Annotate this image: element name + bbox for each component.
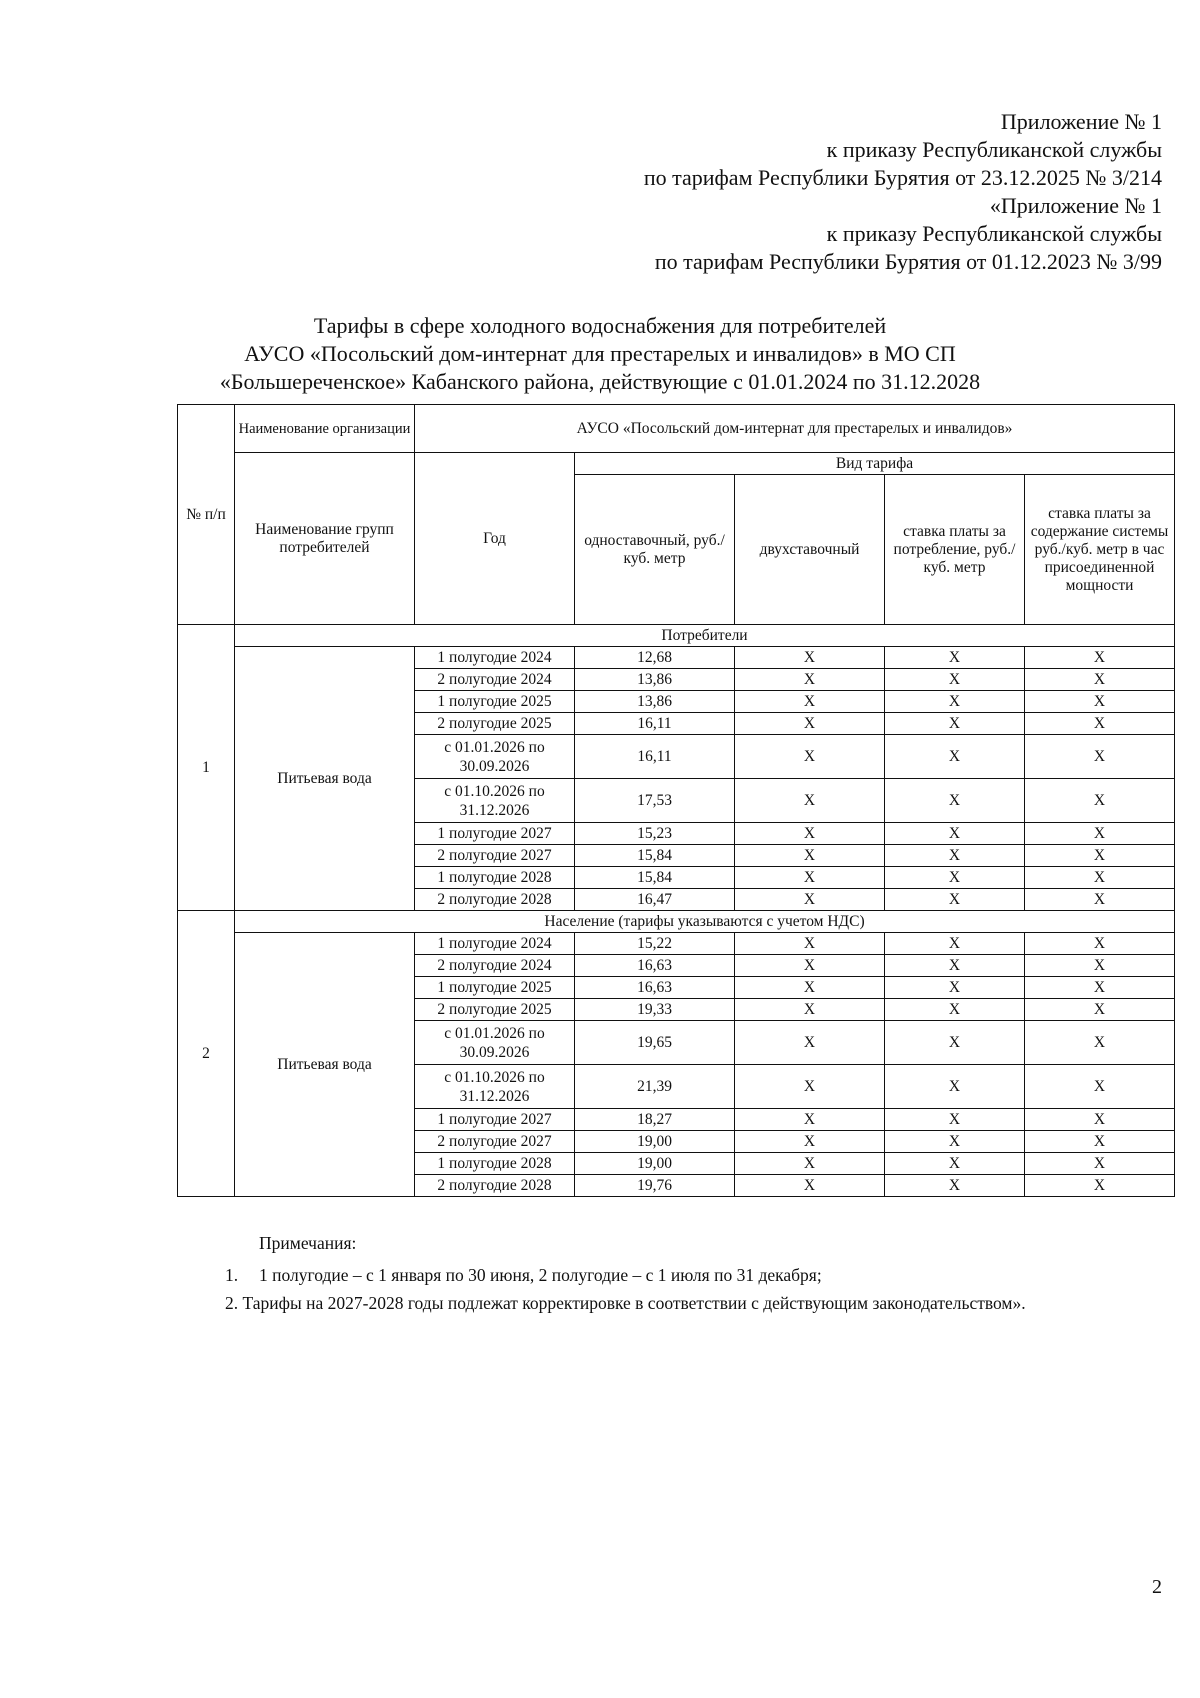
section-heading: Население (тарифы указываются с учетом НДС) xyxy=(235,911,1175,933)
notes xyxy=(187,1230,1162,1316)
consumption-rate-cell: X xyxy=(885,691,1025,713)
period-cell: 1 полугодие 2028 xyxy=(415,1153,575,1175)
one-rate-cell: 15,84 xyxy=(575,845,735,867)
consumption-rate-cell: X xyxy=(885,889,1025,911)
period-cell: 2 полугодие 2024 xyxy=(415,955,575,977)
page-number: 2 xyxy=(1152,1576,1162,1598)
capacity-rate-cell: X xyxy=(1025,691,1175,713)
one-rate-cell: 16,47 xyxy=(575,889,735,911)
one-rate-cell: 15,22 xyxy=(575,933,735,955)
consumer-group: Питьевая вода xyxy=(235,647,415,911)
row-number: 2 xyxy=(178,911,235,1197)
consumption-rate-cell: X xyxy=(885,867,1025,889)
period-cell: 2 полугодие 2027 xyxy=(415,1131,575,1153)
capacity-rate-cell: X xyxy=(1025,1131,1175,1153)
period-cell: 2 полугодие 2025 xyxy=(415,713,575,735)
capacity-rate-cell: X xyxy=(1025,999,1175,1021)
consumption-rate-cell: X xyxy=(885,713,1025,735)
consumption-rate-cell: X xyxy=(885,955,1025,977)
capacity-rate-cell: X xyxy=(1025,955,1175,977)
period-cell: 2 полугодие 2028 xyxy=(415,889,575,911)
header-consumption-rate: ставка платы за потребление, руб./ куб. метр xyxy=(885,475,1025,625)
two-rate-cell: X xyxy=(735,647,885,669)
two-rate-cell: X xyxy=(735,1021,885,1065)
one-rate-cell: 16,11 xyxy=(575,735,735,779)
capacity-rate-cell: X xyxy=(1025,1065,1175,1109)
note-text: Тарифы на 2027-2028 годы подлежат корректировке в соответствии с действующим законодательством». xyxy=(242,1293,1026,1313)
capacity-rate-cell: X xyxy=(1025,933,1175,955)
one-rate-cell: 19,65 xyxy=(575,1021,735,1065)
period-cell: 2 полугодие 2025 xyxy=(415,999,575,1021)
period-cell: с 01.10.2026 по 31.12.2026 xyxy=(415,1065,575,1109)
note-item xyxy=(187,1262,1162,1288)
two-rate-cell: X xyxy=(735,779,885,823)
two-rate-cell: X xyxy=(735,691,885,713)
header-tariff-type: Вид тарифа xyxy=(575,453,1175,475)
org-value: АУСО «Посольский дом-интернат для престарелых и инвалидов» xyxy=(415,405,1175,453)
two-rate-cell: X xyxy=(735,669,885,691)
capacity-rate-cell: X xyxy=(1025,889,1175,911)
two-rate-cell: X xyxy=(735,889,885,911)
appendix-line: «Приложение № 1 xyxy=(989,193,1162,218)
period-cell: с 01.01.2026 по 30.09.2026 xyxy=(415,1021,575,1065)
two-rate-cell: X xyxy=(735,1131,885,1153)
capacity-rate-cell: X xyxy=(1025,823,1175,845)
one-rate-cell: 15,84 xyxy=(575,867,735,889)
consumption-rate-cell: X xyxy=(885,1131,1025,1153)
two-rate-cell: X xyxy=(735,933,885,955)
capacity-rate-cell: X xyxy=(1025,1109,1175,1131)
two-rate-cell: X xyxy=(735,1175,885,1197)
capacity-rate-cell: X xyxy=(1025,779,1175,823)
two-rate-cell: X xyxy=(735,1065,885,1109)
period-cell: 1 полугодие 2024 xyxy=(415,933,575,955)
title-line: Тарифы в сфере холодного водоснабжения для потребителей xyxy=(313,313,887,338)
two-rate-cell: X xyxy=(735,735,885,779)
two-rate-cell: X xyxy=(735,713,885,735)
one-rate-cell: 13,86 xyxy=(575,669,735,691)
table-row xyxy=(178,933,1175,955)
one-rate-cell: 18,27 xyxy=(575,1109,735,1131)
section-heading: Потребители xyxy=(235,625,1175,647)
header-year: Год xyxy=(415,453,575,625)
one-rate-cell: 13,86 xyxy=(575,691,735,713)
period-cell: 2 полугодие 2027 xyxy=(415,845,575,867)
consumption-rate-cell: X xyxy=(885,647,1025,669)
capacity-rate-cell: X xyxy=(1025,713,1175,735)
capacity-rate-cell: X xyxy=(1025,1153,1175,1175)
tariff-table xyxy=(177,404,1175,1197)
row-number: 1 xyxy=(178,625,235,911)
consumption-rate-cell: X xyxy=(885,933,1025,955)
consumption-rate-cell: X xyxy=(885,845,1025,867)
header-num: № п/п xyxy=(178,405,235,625)
one-rate-cell: 16,63 xyxy=(575,977,735,999)
consumption-rate-cell: X xyxy=(885,1175,1025,1197)
header-two-rate: двухставочный xyxy=(735,475,885,625)
two-rate-cell: X xyxy=(735,845,885,867)
consumption-rate-cell: X xyxy=(885,1065,1025,1109)
consumption-rate-cell: X xyxy=(885,977,1025,999)
one-rate-cell: 16,63 xyxy=(575,955,735,977)
consumer-group: Питьевая вода xyxy=(235,933,415,1197)
capacity-rate-cell: X xyxy=(1025,867,1175,889)
appendix-line: Приложение № 1 xyxy=(1000,109,1162,134)
header-group: Наименование групп потребителей xyxy=(235,453,415,625)
two-rate-cell: X xyxy=(735,1109,885,1131)
two-rate-cell: X xyxy=(735,999,885,1021)
period-cell: 2 полугодие 2028 xyxy=(415,1175,575,1197)
two-rate-cell: X xyxy=(735,867,885,889)
consumption-rate-cell: X xyxy=(885,669,1025,691)
appendix-line: по тарифам Республики Бурятия от 23.12.2025 № 3/214 xyxy=(643,165,1162,190)
period-cell: 1 полугодие 2025 xyxy=(415,977,575,999)
note-number: 2. xyxy=(225,1293,239,1313)
capacity-rate-cell: X xyxy=(1025,977,1175,999)
title-line: «Большереченское» Кабанского района, действующие с 01.01.2024 по 31.12.2028 xyxy=(219,369,981,394)
document-title xyxy=(150,312,1050,396)
notes-title: Примечания: xyxy=(259,1233,357,1253)
one-rate-cell: 16,11 xyxy=(575,713,735,735)
capacity-rate-cell: X xyxy=(1025,669,1175,691)
table-row xyxy=(178,647,1175,669)
consumption-rate-cell: X xyxy=(885,999,1025,1021)
two-rate-cell: X xyxy=(735,955,885,977)
header-org-name: Наименование организации xyxy=(235,405,415,453)
note-text: 1 полугодие – с 1 января по 30 июня, 2 полугодие – с 1 июля по 31 декабря; xyxy=(259,1265,822,1285)
one-rate-cell: 21,39 xyxy=(575,1065,735,1109)
consumption-rate-cell: X xyxy=(885,735,1025,779)
section-heading-row xyxy=(178,625,1175,647)
appendix-line: к приказу Республиканской службы xyxy=(826,221,1162,246)
capacity-rate-cell: X xyxy=(1025,735,1175,779)
period-cell: 1 полугодие 2024 xyxy=(415,647,575,669)
one-rate-cell: 15,23 xyxy=(575,823,735,845)
period-cell: 2 полугодие 2024 xyxy=(415,669,575,691)
period-cell: с 01.01.2026 по 30.09.2026 xyxy=(415,735,575,779)
appendix-line: к приказу Республиканской службы xyxy=(826,137,1162,162)
consumption-rate-cell: X xyxy=(885,779,1025,823)
period-cell: 1 полугодие 2027 xyxy=(415,1109,575,1131)
one-rate-cell: 17,53 xyxy=(575,779,735,823)
title-line: АУСО «Посольский дом-интернат для престарелых и инвалидов» в МО СП xyxy=(244,341,956,366)
two-rate-cell: X xyxy=(735,823,885,845)
header-capacity-rate: ставка платы за содержание системы руб./куб. метр в час присоединенной мощности xyxy=(1025,475,1175,625)
one-rate-cell: 19,00 xyxy=(575,1131,735,1153)
note-item xyxy=(187,1290,1162,1316)
consumption-rate-cell: X xyxy=(885,1021,1025,1065)
capacity-rate-cell: X xyxy=(1025,1021,1175,1065)
one-rate-cell: 12,68 xyxy=(575,647,735,669)
two-rate-cell: X xyxy=(735,977,885,999)
header-one-rate: одноставочный, руб./ куб. метр xyxy=(575,475,735,625)
capacity-rate-cell: X xyxy=(1025,1175,1175,1197)
appendix-line: по тарифам Республики Бурятия от 01.12.2023 № 3/99 xyxy=(654,249,1162,274)
appendix-header xyxy=(362,108,1162,276)
capacity-rate-cell: X xyxy=(1025,845,1175,867)
consumption-rate-cell: X xyxy=(885,823,1025,845)
consumption-rate-cell: X xyxy=(885,1109,1025,1131)
one-rate-cell: 19,76 xyxy=(575,1175,735,1197)
one-rate-cell: 19,33 xyxy=(575,999,735,1021)
period-cell: 1 полугодие 2027 xyxy=(415,823,575,845)
one-rate-cell: 19,00 xyxy=(575,1153,735,1175)
period-cell: 1 полугодие 2028 xyxy=(415,867,575,889)
capacity-rate-cell: X xyxy=(1025,647,1175,669)
consumption-rate-cell: X xyxy=(885,1153,1025,1175)
two-rate-cell: X xyxy=(735,1153,885,1175)
period-cell: 1 полугодие 2025 xyxy=(415,691,575,713)
note-number: 1. xyxy=(225,1265,239,1285)
section-heading-row xyxy=(178,911,1175,933)
period-cell: с 01.10.2026 по 31.12.2026 xyxy=(415,779,575,823)
